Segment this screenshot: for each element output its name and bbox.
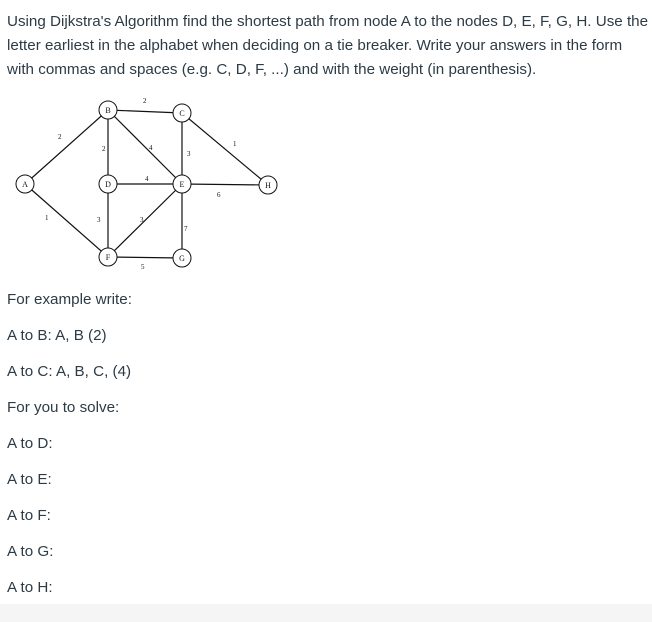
bottom-band bbox=[0, 604, 652, 622]
node-g-label: G bbox=[179, 254, 185, 263]
weight-a-b: 2 bbox=[58, 133, 62, 141]
node-b-label: B bbox=[105, 106, 111, 115]
question-text: Using Dijkstra's Algorithm find the shortest path from node A to the nodes D, E, F, G, H. Use the letter earliest in the alphabet when deciding on a tie breaker. Write your answers in the form with commas and spaces (e.g. C, D, F, ...) and with the weight (in parenthesis). bbox=[7, 13, 649, 78]
node-f bbox=[99, 248, 117, 266]
node-a-label: A bbox=[22, 180, 28, 189]
edge-f-g bbox=[108, 257, 182, 258]
answer-label-a-to-e: A to E: bbox=[7, 471, 52, 488]
weight-f-g: 5 bbox=[141, 263, 145, 271]
node-f-label: F bbox=[105, 253, 111, 262]
solve-heading: For you to solve: bbox=[7, 399, 120, 416]
answer-label-a-to-h: A to H: bbox=[7, 579, 53, 596]
weight-d-f: 3 bbox=[97, 216, 101, 224]
weight-e-h: 6 bbox=[217, 191, 221, 199]
edge-e-f bbox=[108, 184, 182, 257]
example-line-a-to-c: A to C: A, B, C, (4) bbox=[7, 363, 132, 380]
edge-b-c bbox=[108, 110, 182, 113]
node-h bbox=[259, 176, 277, 194]
node-c-label: C bbox=[179, 109, 185, 118]
weight-e-f: 3 bbox=[140, 216, 144, 224]
node-c bbox=[173, 104, 191, 122]
weight-b-c: 2 bbox=[143, 97, 147, 105]
node-a bbox=[16, 175, 34, 193]
edge-a-b bbox=[25, 110, 108, 184]
node-e bbox=[173, 175, 191, 193]
weight-b-e: 4 bbox=[149, 144, 153, 152]
node-h-label: H bbox=[265, 181, 271, 190]
graph-figure bbox=[0, 88, 300, 278]
node-e-label: E bbox=[179, 180, 185, 189]
answer-label-a-to-d: A to D: bbox=[7, 435, 53, 452]
example-line-a-to-b: A to B: A, B (2) bbox=[7, 327, 107, 344]
weight-c-h: 1 bbox=[233, 140, 237, 148]
edge-b-e bbox=[108, 109, 185, 184]
weight-c-e: 3 bbox=[187, 150, 191, 158]
answer-label-a-to-f: A to F: bbox=[7, 507, 51, 524]
node-d-label: D bbox=[105, 180, 111, 189]
weight-e-g: 7 bbox=[184, 225, 188, 233]
edge-a-f bbox=[25, 184, 108, 257]
answer-label-a-to-g: A to G: bbox=[7, 543, 54, 560]
weight-b-d: 2 bbox=[102, 145, 106, 153]
example-heading: For example write: bbox=[7, 291, 132, 308]
edge-e-h bbox=[182, 184, 268, 185]
node-b bbox=[99, 101, 117, 119]
node-g bbox=[173, 249, 191, 267]
weight-a-f: 1 bbox=[45, 214, 49, 222]
graph-svg bbox=[0, 88, 300, 278]
weight-d-e: 4 bbox=[145, 175, 149, 183]
edge-c-h bbox=[182, 113, 268, 185]
node-d bbox=[99, 175, 117, 193]
